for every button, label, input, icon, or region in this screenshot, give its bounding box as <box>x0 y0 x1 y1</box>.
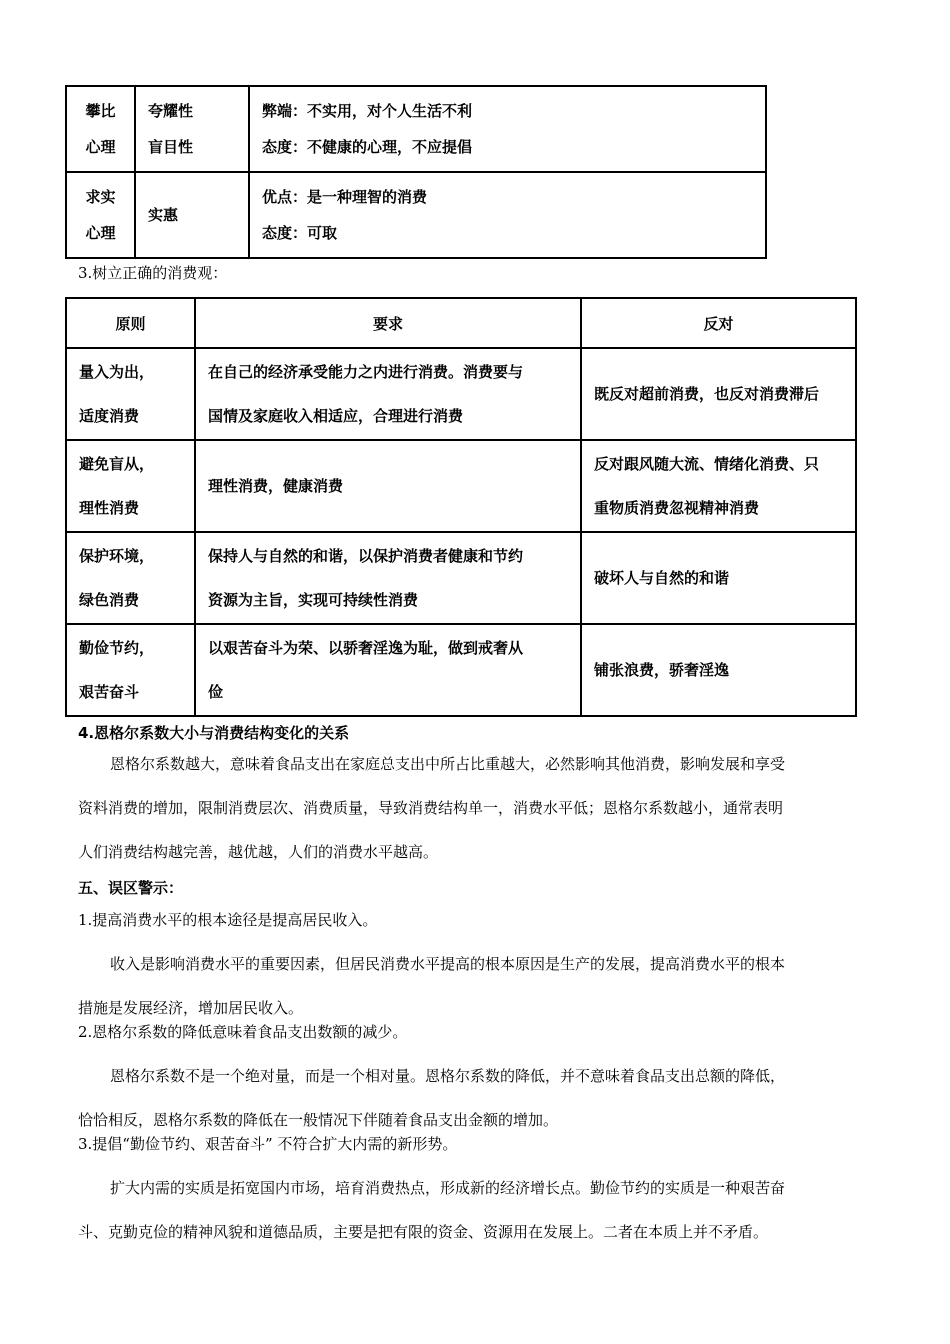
oppose-cell: 铺张浪费，骄奢淫逸 <box>594 661 730 679</box>
misconception-2: 2.恩格尔系数的降低意味着食品支出数额的减少。 恩格尔系数不是一个绝对量，而是一个相对量。恩格尔系数的降低，并不意味着食品支出总额的降低， 恰恰相反，恩格尔系数的降低在一般情况下伴随着食品支出金额的增加。 <box>78 1010 878 1142</box>
principle-cell: 勤俭节约， 艰苦奋斗 <box>79 639 155 701</box>
misconception-title: 2.恩格尔系数的降低意味着食品支出数额的减少。 <box>78 1023 408 1041</box>
principle-cell: 量入为出， 适度消费 <box>79 363 155 425</box>
table-row <box>66 86 766 172</box>
misconception-3: 3.提倡“勤俭节约、艰苦奋斗” 不符合扩大内需的新形势。 扩大内需的实质是拓宽国内市场，培育消费热点，形成新的经济增长点。勤俭节约的实质是一种艰苦奋 斗、克勤克俭的精神风貌和道德品质，主要是把有限的资金、资源用在发展上。二者在本质上并不矛盾。 <box>78 1122 878 1254</box>
header-principle: 原则 <box>66 298 195 348</box>
consumer-psychology-table <box>65 85 767 259</box>
misconception-title: 1.提高消费水平的根本途径是提高居民收入。 <box>78 911 378 929</box>
requirement-cell: 保持人与自然的和谐，以保护消费者健康和节约 资源为主旨，实现可持续性消费 <box>208 547 524 609</box>
requirement-cell: 理性消费，健康消费 <box>208 477 344 495</box>
section-5-heading: 五、误区警示： <box>78 879 184 897</box>
section-4-heading: 4.恩格尔系数大小与消费结构变化的关系 <box>78 724 350 742</box>
requirement-cell: 在自己的经济承受能力之内进行消费。消费要与 国情及家庭收入相适应，合理进行消费 <box>208 363 524 425</box>
oppose-cell: 反对跟风随大流、情绪化消费、只 重物质消费忽视精神消费 <box>594 455 820 517</box>
psychology-desc: 弊端：不实用，对个人生活不利 态度：不健康的心理，不应提倡 <box>262 102 473 156</box>
misconception-1: 1.提高消费水平的根本途径是提高居民收入。 收入是影响消费水平的重要因素，但居民消费水平提高的根本原因是生产的发展，提高消费水平的根本 措施是发展经济，增加居民收入。 <box>78 898 878 1030</box>
table-row <box>66 172 766 258</box>
psychology-type: 求实 心理 <box>85 188 116 242</box>
header-requirement: 要求 <box>195 298 581 348</box>
oppose-cell: 破坏人与自然的和谐 <box>594 569 730 587</box>
oppose-cell: 既反对超前消费，也反对消费滞后 <box>594 385 820 403</box>
psychology-type: 攀比 心理 <box>85 102 116 156</box>
header-oppose: 反对 <box>581 298 856 348</box>
table-header-row <box>66 298 856 348</box>
section-3-heading: 3.树立正确的消费观： <box>78 264 228 282</box>
table-row <box>66 624 856 716</box>
table-row <box>66 532 856 624</box>
principle-cell: 避免盲从， 理性消费 <box>79 455 155 517</box>
section-4-paragraph: 恩格尔系数越大，意味着食品支出在家庭总支出中所占比重越大，必然影响其他消费，影响发展和享受 资料消费的增加，限制消费层次、消费质量，导致消费结构单一，消费水平低；恩格尔系数越小，通常表明 人们消费结构越完善，越优越，人们的消费水平越高。 <box>78 755 786 861</box>
consumption-view-table <box>65 297 857 717</box>
psychology-trait: 夸耀性 盲目性 <box>148 102 194 156</box>
psychology-desc: 优点：是一种理智的消费 态度：可取 <box>262 188 428 242</box>
principle-cell: 保护环境， 绿色消费 <box>79 547 155 609</box>
table-row <box>66 348 856 440</box>
misconception-title: 3.提倡“勤俭节约、艰苦奋斗” 不符合扩大内需的新形势。 <box>78 1135 458 1153</box>
table-row <box>66 440 856 532</box>
requirement-cell: 以艰苦奋斗为荣、以骄奢淫逸为耻，做到戒奢从 俭 <box>208 639 524 701</box>
psychology-trait: 实惠 <box>148 206 179 224</box>
